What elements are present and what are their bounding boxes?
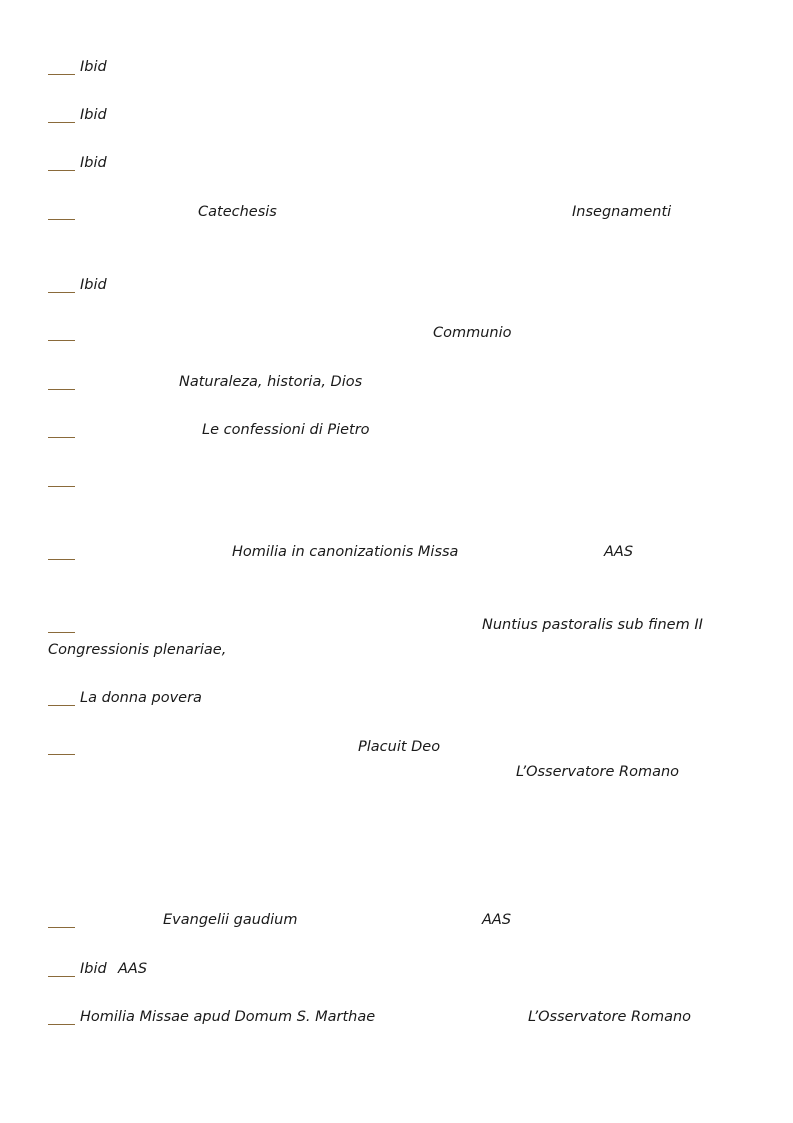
footnote	[48, 203, 748, 229]
footnote-title: Placuit Deo	[358, 739, 441, 755]
footnote-source: L’Osservatore Romano	[528, 1009, 692, 1025]
footnote-rule	[48, 170, 75, 171]
footnote-ref-ibid: Ibid	[80, 277, 107, 293]
footnote-rule	[48, 705, 75, 706]
footnote-title: Le confessioni di Pietro	[202, 422, 370, 438]
footnote-rule	[48, 976, 75, 977]
footnote-ref-ibid: Ibid	[80, 155, 107, 171]
footnote-ref-ibid: Ibid	[80, 961, 107, 977]
footnote-title: La donna povera	[80, 690, 202, 706]
footnote-title: Homilia in canonizationis Missa	[232, 544, 459, 560]
footnote	[48, 373, 748, 399]
footnote	[48, 324, 748, 350]
footnote	[48, 58, 748, 84]
footnote-title: Naturaleza, historia, Dios	[179, 374, 363, 390]
footnote-rule	[48, 927, 75, 928]
footnote	[48, 276, 748, 302]
footnote	[48, 960, 748, 986]
footnote	[48, 421, 748, 447]
footnote-rule	[48, 340, 75, 341]
footnote-title-continued: Congressionis plenariae,	[48, 642, 227, 658]
footnote	[48, 106, 748, 132]
footnote-source: AAS	[118, 961, 148, 977]
footnote-rule	[48, 292, 75, 293]
footnote	[48, 154, 748, 180]
footnote-rule	[48, 559, 75, 560]
footnote-source: AAS	[482, 912, 512, 928]
footnote-rule	[48, 74, 75, 75]
footnote-title: Homilia Missae apud Domum S. Marthae	[80, 1009, 376, 1025]
footnote-ref-ibid: Ibid	[80, 59, 107, 75]
footnote-rule	[48, 437, 75, 438]
footnote	[48, 689, 748, 715]
footnote-rule	[48, 389, 75, 390]
footnote	[48, 543, 748, 569]
footnote-title: Communio	[433, 325, 512, 341]
footnote-ref-ibid: Ibid	[80, 107, 107, 123]
footnote-rule	[48, 122, 75, 123]
footnote-source: AAS	[604, 544, 634, 560]
footnote	[48, 616, 748, 662]
footnote	[48, 470, 748, 496]
footnote-rule	[48, 632, 75, 633]
footnote-title: Nuntius pastoralis sub finem II	[482, 617, 703, 633]
footnote-source: Insegnamenti	[572, 204, 672, 220]
footnote	[48, 911, 748, 937]
footnote-rule	[48, 1024, 75, 1025]
footnote-rule	[48, 219, 75, 220]
footnote-title: Evangelii gaudium	[163, 912, 298, 928]
footnote	[48, 1008, 748, 1034]
footnote	[48, 738, 748, 784]
footnote-source: L’Osservatore Romano	[516, 764, 680, 780]
footnote-rule	[48, 754, 75, 755]
footnote-rule	[48, 486, 75, 487]
footnote-title: Catechesis	[198, 204, 277, 220]
